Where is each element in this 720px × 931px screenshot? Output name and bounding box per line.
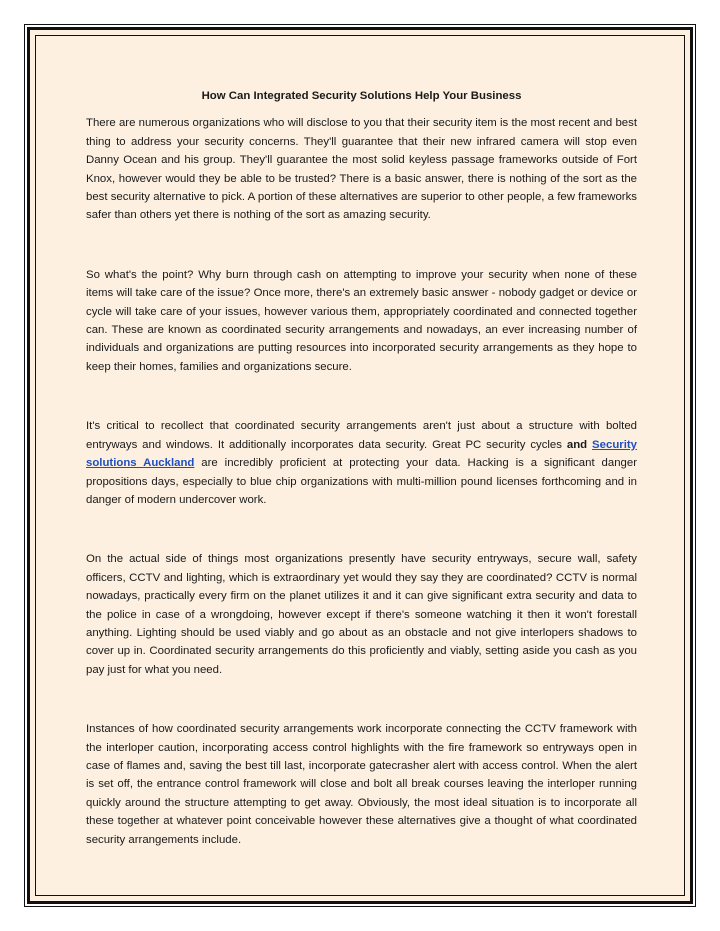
paragraph-3-bold-word: and bbox=[566, 438, 588, 451]
paragraph-4: On the actual side of things most organizations presently have security entryways, secure wall, safety officers, CCTV and lighting, which is extraordinary yet would they say they are coordinated? CCTV is normal nowadays, practically every firm on the planet utilizes it and it can give significant extra security and data to the police in case of a wrongdoing, however except if there's someone watching it then it won't forestall anything. Lighting should be used viably and go about as an obstacle and not give interlopers shadows to cover up in. Coordinated security arrangements do this proficiently and viably, setting aside you cash as you pay just for what you need. bbox=[86, 553, 637, 676]
document-title: How Can Integrated Security Solutions Help Your Business bbox=[201, 90, 522, 102]
paragraph-3 bbox=[86, 417, 637, 509]
paragraph-2: So what's the point? Why burn through cash on attempting to improve your security when none of these items will take care of the issue? Once more, there's an extremely basic answer - nobody gadget or device or cycle will take care of your issues, however various them, appropriately coordinated and connected together can. These are known as coordinated security arrangements and nowadays, an ever increasing number of individuals and organizations are putting resources into incorporated security arrangements as they hope to keep their homes, families and organizations secure. bbox=[86, 268, 637, 373]
document-content bbox=[86, 87, 637, 849]
security-solutions-auckland-link[interactable]: Security solutions Auckland bbox=[86, 438, 637, 470]
paragraph-3-text-after: are incredibly proficient at protecting your data. Hacking is a significant danger propositions days, especially to blue chip organizations with multi-million pound licenses forthcoming and in danger of modern undercover work. bbox=[86, 457, 637, 506]
paragraph-5: Instances of how coordinated security arrangements work incorporate connecting the CCTV framework with the interloper caution, incorporating access control highlights with the fire framework so entryways open in case of flames and, saving the best till last, incorporate gatecrasher alert with access control. When the alert is set off, the entrance control framework will close and bolt all break courses leaving the interloper running quickly around the structure attempting to get away. Obviously, the most ideal situation is to incorporate all these together at whatever point conceivable however these alternatives give a thought of what coordinated security arrangements include. bbox=[86, 723, 637, 846]
document-page bbox=[27, 27, 693, 904]
paragraph-1: There are numerous organizations who will disclose to you that their security item is the most recent and best thing to address your security concerns. They'll guarantee that their new infrared camera will stop even Danny Ocean and his group. They'll guarantee the most solid keyless passage frameworks outside of Fort Knox, however would they be able to be trusted? There is a basic answer, there is nothing of the sort as the best security alternative to pick. A portion of these alternatives are superior to other people, a few frameworks safer than others yet there is nothing of the sort as amazing security. bbox=[86, 117, 637, 222]
paragraph-3-text-before: It's critical to recollect that coordinated security arrangements aren't just about a structure with bolted entryways and windows. It additionally incorporates data security. Great PC security cycles bbox=[86, 420, 637, 451]
